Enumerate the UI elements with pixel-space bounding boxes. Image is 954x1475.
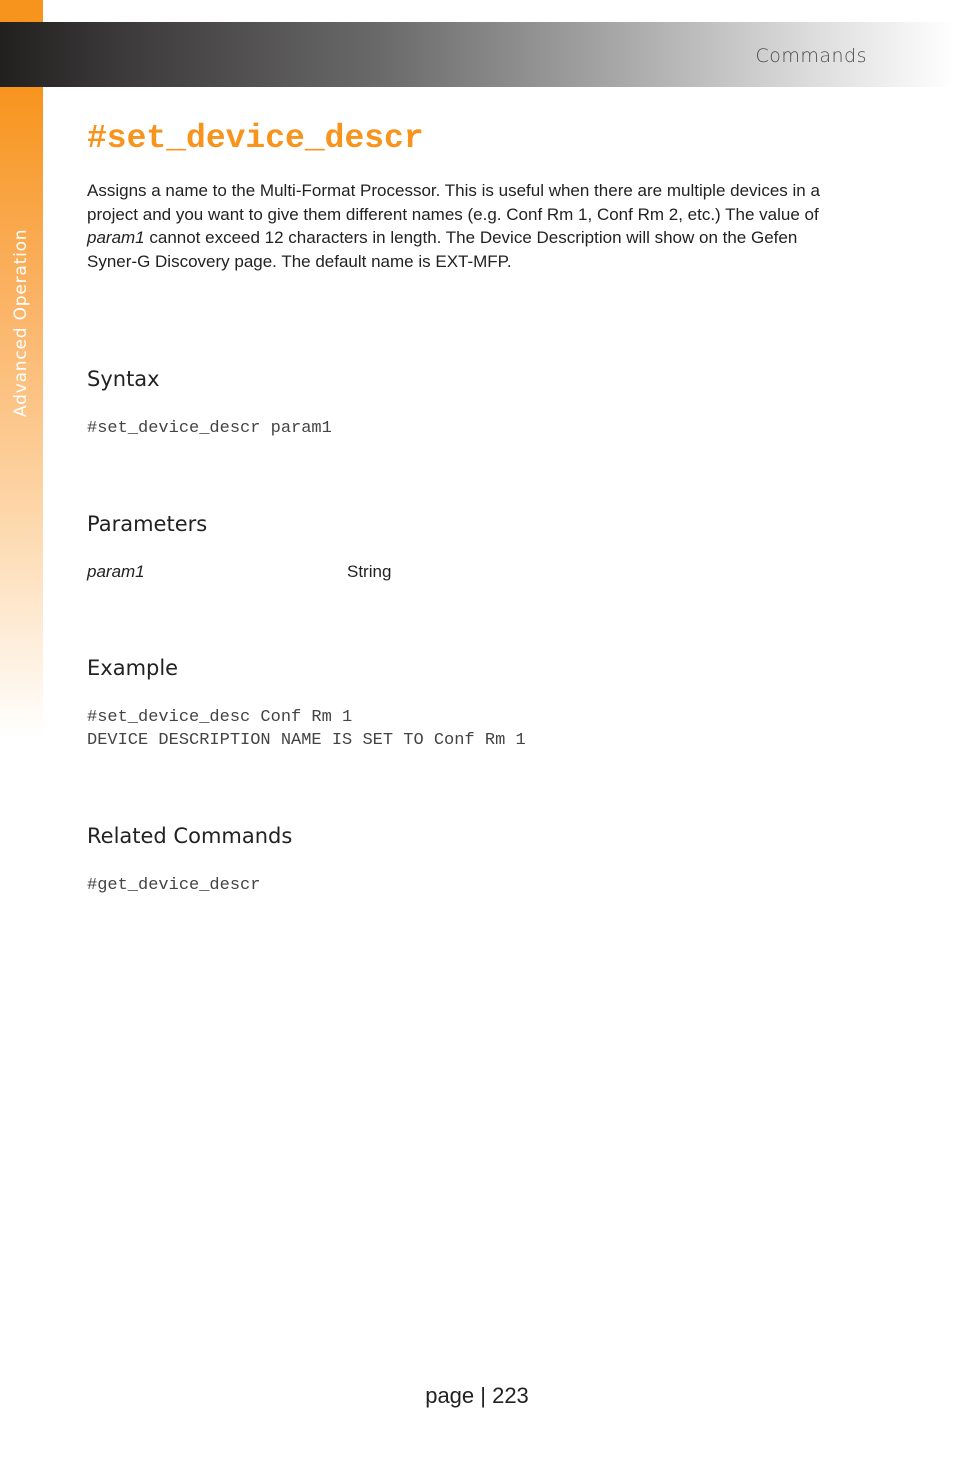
param-name: param1 xyxy=(87,562,145,581)
section-title: Commands xyxy=(755,45,867,67)
description-text-end: cannot exceed 12 characters in length. The Device Description will show on the Gefen Syner-G Discovery page. The default name is EXT-MFP. xyxy=(87,228,798,271)
command-title: #set_device_descr xyxy=(87,120,424,157)
side-tab xyxy=(0,87,43,737)
example-line: DEVICE DESCRIPTION NAME IS SET TO Conf Rm 1 xyxy=(87,731,526,750)
parameters-heading: Parameters xyxy=(87,512,208,536)
related-command: #get_device_descr xyxy=(87,876,261,895)
description-param: param1 xyxy=(87,228,145,247)
example-line: #set_device_desc Conf Rm 1 xyxy=(87,708,353,727)
param-type: String xyxy=(347,562,392,581)
command-description xyxy=(87,179,827,273)
example-heading: Example xyxy=(87,656,179,680)
page-number: page | 223 xyxy=(425,1383,529,1408)
related-commands-heading: Related Commands xyxy=(87,824,293,848)
description-text: Assigns a name to the Multi-Format Processor. This is useful when there are multiple devices in a project and you want to give them different names (e.g. Conf Rm 1, Conf Rm 2, etc.) The value of xyxy=(87,181,820,224)
side-tab-accent xyxy=(0,0,43,22)
side-tab-label: Advanced Operation xyxy=(11,228,31,417)
syntax-heading: Syntax xyxy=(87,367,160,391)
syntax-code: #set_device_descr param1 xyxy=(87,419,332,438)
